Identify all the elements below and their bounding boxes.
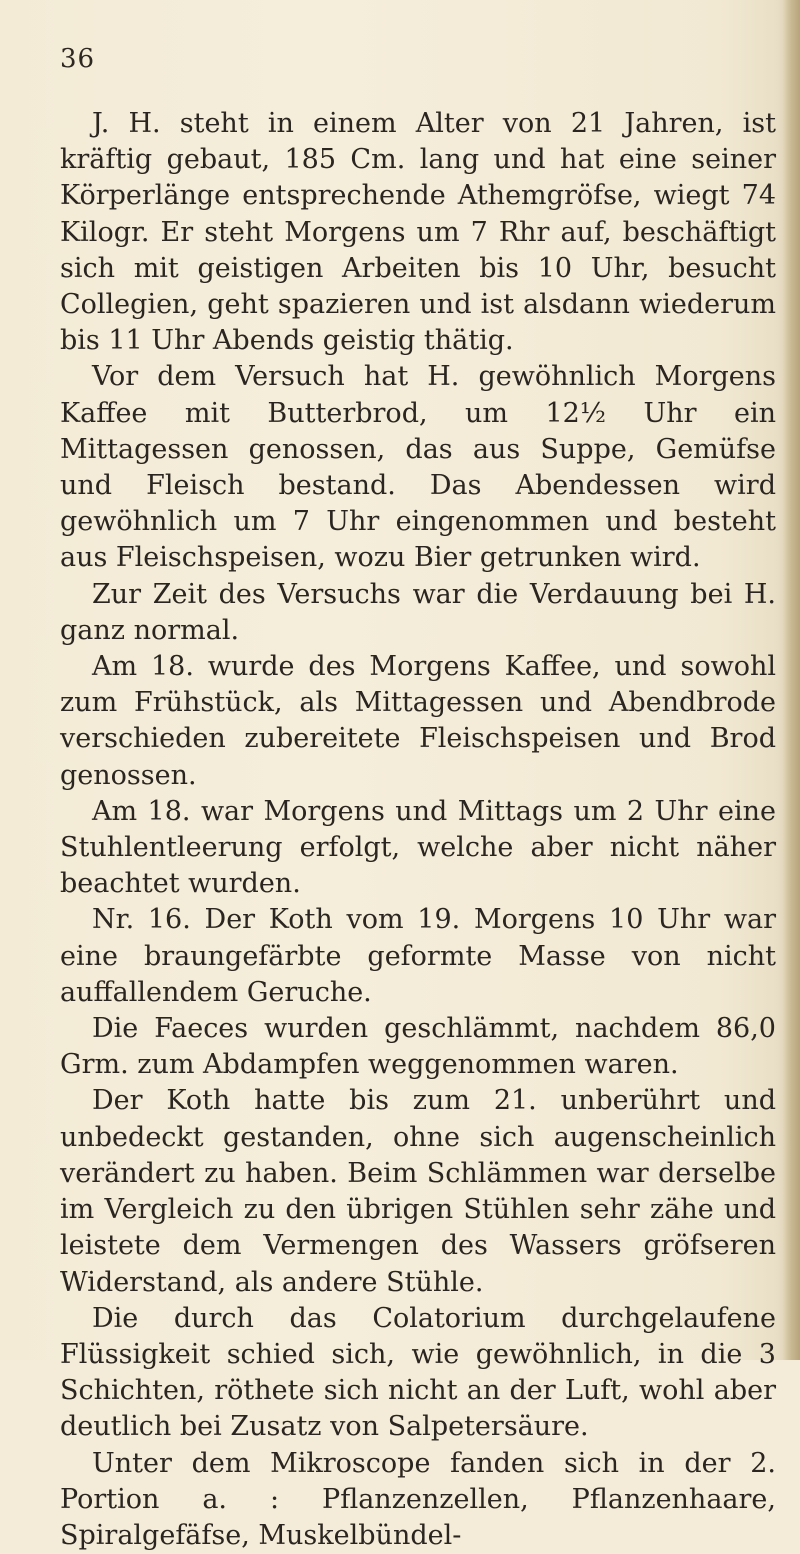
paragraph: Unter dem Mikroscope fanden sich in der 2. Portion a. : Pflanzenzellen, Pflanzenhaare, Spiralgefäfse, Muskelbündel- — [60, 1447, 776, 1551]
body-text — [60, 106, 776, 1554]
paragraph: Die durch das Colatorium durchgelaufene Flüssigkeit schied sich, wie gewöhnlich, in die 3 Schichten, röthete sich nicht an der Luft, wohl aber deutlich bei Zusatz von Salpetersäure. — [60, 1302, 776, 1443]
paragraph: Am 18. war Morgens und Mittags um 2 Uhr eine Stuhlentleerung erfolgt, welche aber nicht näher beachtet wurden. — [60, 795, 776, 900]
paragraph: Der Koth hatte bis zum 21. unberührt und unbedeckt gestanden, ohne sich augenscheinlich verändert zu haben. Beim Schlämmen war derselbe im Vergleich zu den übrigen Stühlen sehr zähe und leistete dem Vermengen des Wassers gröfseren Widerstand, als andere Stühle. — [60, 1085, 776, 1298]
paragraph: Am 18. wurde des Morgens Kaffee, und sowohl zum Frühstück, als Mittagessen und Abendbrode verschieden zubereitete Fleischspeisen und Brod genossen. — [60, 651, 776, 791]
paragraph: Zur Zeit des Versuchs war die Verdauung bei H. ganz normal. — [60, 578, 776, 646]
paragraph: Vor dem Versuch hat H. gewöhnlich Morgens Kaffee mit Butterbrod, um 12½ Uhr ein Mittagessen genossen, das aus Suppe, Gemüfse und Fleisch bestand. Das Abendessen wird gewöhnlich um 7 Uhr eingenommen und besteht aus Fleischspeisen, wozu Bier getrunken wird. — [60, 361, 776, 574]
page-number: 36 — [60, 44, 96, 74]
paragraph: Nr. 16. Der Koth vom 19. Morgens 10 Uhr war eine braungefärbte geformte Masse von nicht auffallendem Geruche. — [60, 904, 776, 1008]
paragraph: J. H. steht in einem Alter von 21 Jahren, ist kräftig gebaut, 185 Cm. lang und hat eine seiner Körperlänge entsprechende Athemgröfse, wiegt 74 Kilogr. Er steht Morgens um 7 Rhr auf, beschäftigt sich mit geistigen Arbeiten bis 10 Uhr, besucht Collegien, geht spazieren und ist alsdann wiederum bis 11 Uhr Abends geistig thätig. — [60, 108, 776, 357]
paragraph: Die Faeces wurden geschlämmt, nachdem 86,0 Grm. zum Abdampfen weggenommen waren. — [60, 1013, 776, 1081]
page-gutter — [782, 0, 800, 1360]
